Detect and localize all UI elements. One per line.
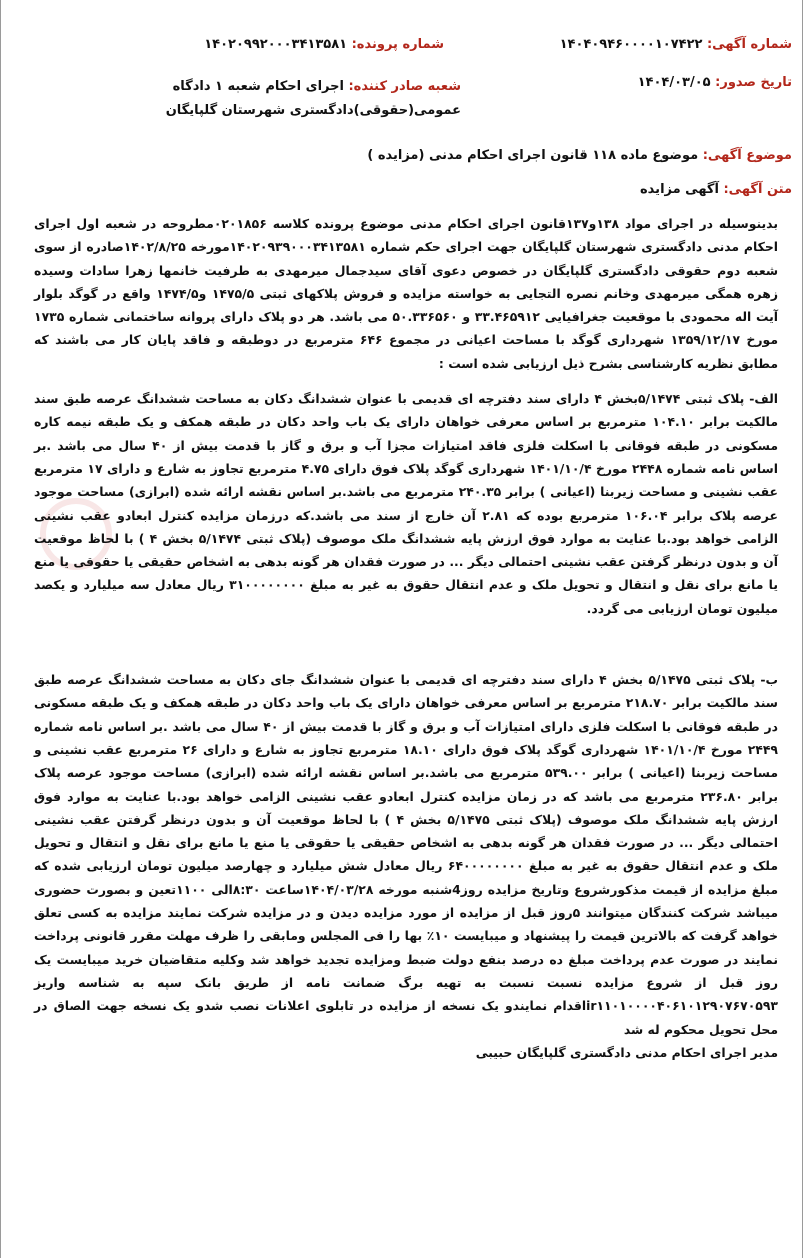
issue-date-label: تاریخ صدور: xyxy=(715,75,792,90)
section-b-paragraph: ب- پلاک ثبتی ۵/۱۴۷۵ بخش ۴ دارای سند دفترچه ای قدیمی با عنوان ششدانگ جای دکان به مساحت ششدانگ عرصه طبق سند مالکیت برابر ۲۱۸.۷۰ مترمربع بر اساس معرفی خواهان دارای یک باب واحد دکان در طبقه همکف و یک طبقه مسکونی در طبقه فوقانی با اسکلت فلزی دارای امتیازات آب و برق و گاز با قدمت بیش از ۴۰ سال می باشد .بر اساس نامه شماره ۲۴۴۹ مورخ ۱۴۰۱/۱۰/۴ شهرداری گوگد پلاک فوق دارای ۱۸.۱۰ مترمربع تجاوز به شارع و دارای ۲۶ مترمربع عقب نشینی و مساحت زیربنا (اعیانی ) برابر ۵۳۹.۰۰ مترمربع می باشد.بر اساس نقشه ارائه شده (ابرازی) مساحت موجود عرصه پلاک برابر ۲۳۶.۸۰ مترمربع می باشد که در زمان مزایده کنترل ابعادو عقب نشینی الزامی خواهد بود.با عنایت به موارد فوق ارزش پایه ششدانگ ملک موصوف (پلاک ثبتی ۵/۱۴۷۵ بخش ۴ ) با لحاظ موقعیت آن و بدون درنظر گرفتن عقب نشینی احتمالی دیگر ... در صورت فقدان هر گونه بدهی به اشخاص حقیقی یا حقوقی یا منع یا مانع برای نقل و انتقال و تحویل ملک و عدم انتقال حقوق به غیر به مبلغ ۶۴۰۰۰۰۰۰۰۰ ریال معادل شش میلیارد و چهارصد میلیون تومان ارزیابی شده که مبلغ مزایده از قیمت مذکورشروع وتاریخ مزایده روز4شنبه مورخه ۱۴۰۴/۰۳/۲۸ساعت ۸:۳۰الی ۱۱۰۰تعین و بصورت حضوری میباشد شرکت کنندگان میتوانند ۵روز قبل از مزایده از مورد مزایده دیدن و در مزایده شرکت نمایند مزایده به کسی تعلق خواهد گرفت که بالاترین قیمت را پیشنهاد و میبایست ۱۰٪ بها را فی المجلس ومابقی را ظرف مهلت مقرر قانونی پرداخت نمایند در صورت عدم پرداخت مبلغ ده درصد بنفع دولت ضبط ومزایده تجدید خواهد شد وکلیه متقاضیان خرید میبایست یک روز قبل از شروع مزایده نسبت نسبت به تهیه برگ ضمانت نامه از طریق بانک سپه به شناسه واریز ir۱۱۰۱۰۰۰۰۴۰۶۱۰۱۲۹۰۷۶۷۰۵۹۳اقدام نمایندو یک نسخه از مزایده در تابلوی اعلانات نصب شدو یک نسخه جهت الصاق در محل تحویل محکوم له شد xyxy=(34,672,779,1037)
ad-number xyxy=(560,37,792,52)
case-number-label: شماره پرونده: xyxy=(351,37,444,52)
ad-number-label: شماره آگهی: xyxy=(706,37,792,52)
issuing-branch-value: اجرای احکام شعبه ۱ دادگاه عمومی(حقوقی)دادگستری شهرستان گلپایگان xyxy=(165,79,461,118)
section-a-paragraph: الف- پلاک ثبتی ۵/۱۴۷۴بخش ۴ دارای سند دفترچه ای قدیمی با عنوان ششدانگ دکان به مساحت ششدانگ عرصه طبق سند مالکیت برابر ۱۰۴.۱۰ مترمربع بر اساس معرفی خواهان دارای یک باب واحد دکان در طبقه همکف و یک طبقه نیمه کاره مسکونی در طبقه فوقانی با اسکلت فلزی فاقد امتیازات مجزا آب و برق و گاز با قدمت بیش از ۴۰ سال می باشد .بر اساس نامه شماره ۲۴۴۸ مورخ ۱۴۰۱/۱۰/۴ شهرداری گوگد پلاک فوق دارای ۴.۷۵ مترمربع تجاوز به شارع و دارای ۱۷ مترمربع عقب نشینی و مساحت زیربنا (اعیانی ) برابر ۲۴۰.۳۵ مترمربع می باشد.بر اساس نقشه ارائه شده (ابرازی) مساحت موجود عرصه پلاک برابر ۱۰۶.۰۴ مترمربع بوده که ۲.۸۱ آن خارج از سند می باشد.که درزمان مزایده کنترل ابعادو عقب نشینی الزامی خواهد بود.با عنایت به موارد فوق ارزش پایه ششدانگ ملک موصوف (پلاک ثبتی ۵/۱۴۷۴ بخش ۴ ) با لحاظ موقعیت آن و بدون درنظر گرفتن عقب نشینی احتمالی دیگر ... در صورت فقدان هر گونه بدهی به اشخاص حقیقی یا حقوقی یا منع یا مانع برای نقل و انتقال و تحویل ملک و عدم انتقال حقوق به غیر به مبلغ ۳۱۰۰۰۰۰۰۰۰ ریال معادل سه میلیارد و یکصد میلیون تومان ارزیابی می گردد. xyxy=(34,391,779,616)
case-number-value: ۱۴۰۲۰۹۹۲۰۰۰۳۴۱۳۵۸۱ xyxy=(204,37,348,52)
ad-subject-label: موضوع آگهی: xyxy=(702,148,792,163)
issuing-branch xyxy=(71,75,461,123)
issuing-branch-label: شعبه صادر کننده: xyxy=(348,79,461,94)
issue-date xyxy=(638,75,792,90)
ad-number-value: ۱۴۰۴۰۹۴۶۰۰۰۰۱۰۷۴۲۲ xyxy=(559,37,703,52)
issue-date-value: ۱۴۰۴/۰۳/۰۵ xyxy=(637,75,711,90)
signature: مدیر اجرای احکام مدنی دادگستری گلپایگان حبیبی xyxy=(475,1044,778,1060)
case-number xyxy=(204,37,444,52)
ad-subject-value: موضوع ماده ۱۱۸ قانون اجرای احکام مدنی (مزایده ) xyxy=(367,148,699,163)
ad-subject xyxy=(367,148,792,163)
ad-body xyxy=(34,212,778,1064)
intro-paragraph: بدینوسیله در اجرای مواد ۱۳۸و۱۳۷قانون اجرای احکام مدنی موضوع پرونده کلاسه ۰۲۰۱۸۵۶مطروحه در شعبه اول اجرای احکام مدنی دادگستری شهرستان گلپایگان جهت اجرای حکم شماره ۱۴۰۲۰۹۳۹۰۰۰۳۴۱۳۵۸۱مورخه ۱۴۰۲/۸/۲۵صادره از سوی شعبه دوم حقوقی دادگستری گلپایگان در خصوص دعوی آقای سیدجمال میرمهدی به طرفیت خانمها زهرا سادات وسیده زهره همگی میرمهدی وخانم نصره التجایی به خواسته مزایده و فروش پلاکهای ثبتی ۱۴۷۵/۵ و۱۴۷۴/۵ واقع در گوگد بلوار آیت اله محمودی با موقعیت جغرافیایی ۳۳.۴۶۵۹۱۲ و ۵۰.۳۳۶۵۶۰ می باشد. هر دو پلاک دارای پروانه ساختمانی شماره ۱۷۳۵ مورخ ۱۳۵۹/۱۲/۱۷ شهرداری گوگد با مساحت اعیانی در مجموع ۶۴۶ مترمربع در دوطبقه و فاقد پایان کار می باشند که مطابق نظریه کارشناسی بشرح ذیل ارزیابی شده است : xyxy=(34,216,778,371)
ad-text-heading xyxy=(640,182,792,197)
ad-text-label: متن آگهی: xyxy=(723,182,792,197)
ad-text-value: آگهی مزایده xyxy=(640,182,719,197)
